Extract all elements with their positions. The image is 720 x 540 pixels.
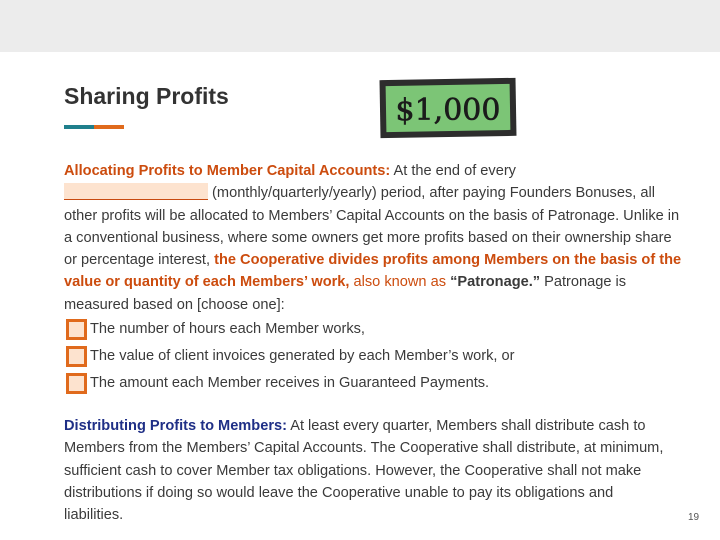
page-number: 19 — [688, 512, 700, 523]
option-label: The amount each Member receives in Guaranteed Payments. — [90, 375, 490, 392]
allocation-heading: Allocating Profits to Member Capital Accounts: — [64, 163, 391, 179]
period-blank-field[interactable] — [64, 183, 208, 200]
allocation-text-4: Patronage is measured based on [choose one]: — [64, 274, 627, 313]
distribution-heading: Distributing Profits to Members: — [64, 418, 287, 434]
option-label: The number of hours each Member works, — [90, 321, 365, 338]
allocation-section — [64, 160, 684, 397]
checkbox-icon[interactable] — [66, 373, 87, 394]
allocation-emphasis: the Cooperative divides profits among Members on the basis of the value or quantity of each Members’ work, — [64, 252, 682, 291]
checkbox-icon[interactable] — [66, 346, 87, 367]
option-invoices[interactable] — [66, 343, 684, 370]
patronage-term: “Patronage.” — [450, 274, 541, 291]
money-drawing-image — [378, 77, 518, 139]
slide-title: Sharing Profits — [64, 83, 229, 109]
checkbox-icon[interactable] — [66, 319, 87, 340]
top-banner — [0, 0, 720, 52]
accent-orange-segment — [94, 125, 124, 129]
distribution-text: At least every quarter, Members shall distribute cash to Members from the Members’ Capital Accounts. The Cooperative shall distribute, at minimum, sufficient cash to cover Member tax obligations. However, the Cooperative shall not make distributions if doing so would leave the Cooperative unable to pay its obligations and liabilities. — [64, 418, 664, 524]
option-hours[interactable] — [66, 316, 684, 343]
distribution-section — [64, 415, 674, 526]
allocation-text-3: also known as — [349, 274, 451, 291]
option-guaranteed-payments[interactable] — [66, 370, 684, 397]
option-label: The value of client invoices generated by each Member’s work, or — [90, 348, 515, 365]
accent-teal-segment — [64, 125, 94, 129]
allocation-text-2: (monthly/quarterly/yearly) period, after paying Founders Bonuses, all other profits will be allocated to Members’ Capital Accounts on the basis of Patronage. Unlike in a conventional business, where some owners get more profits based on their ownership share or percentage interest, — [64, 185, 680, 269]
allocation-text-1: At the end of every — [390, 163, 516, 179]
money-amount-text: $1,000 — [395, 93, 501, 128]
